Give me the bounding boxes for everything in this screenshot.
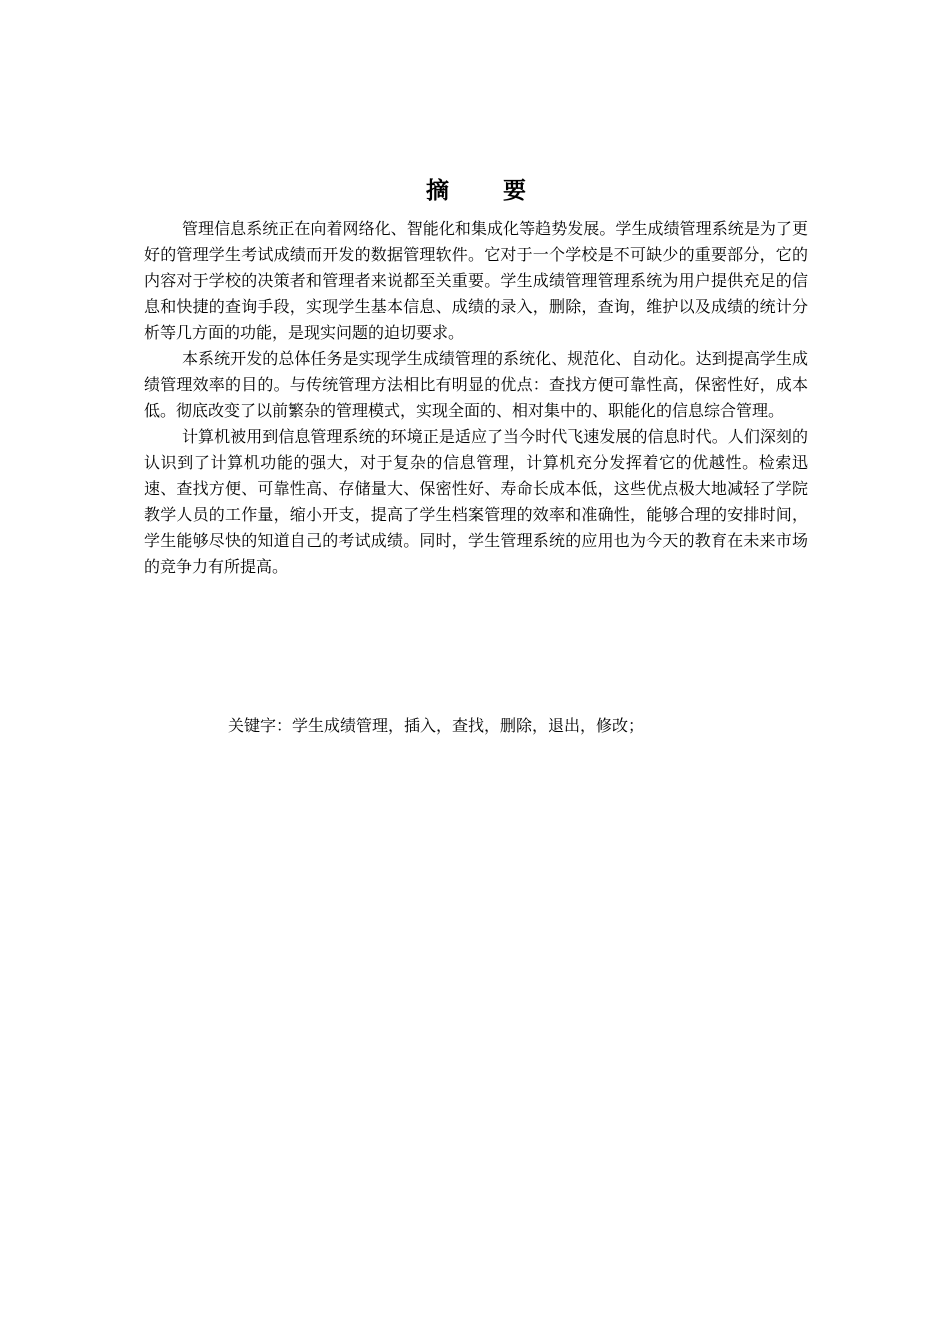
paragraph-2: 本系统开发的总体任务是实现学生成绩管理的系统化、规范化、自动化。达到提高学生成绩管理效率的目的。与传统管理方法相比有明显的优点：查找方便可靠性高，保密性好，成本低。彻底改变了以前繁杂的管理模式，实现全面的、相对集中的、职能化的信息综合管理。 xyxy=(144,349,808,420)
keywords-line: 关键字：学生成绩管理，插入，查找，删除，退出，修改； xyxy=(228,716,645,735)
abstract-section xyxy=(144,174,808,580)
paragraph-3: 计算机被用到信息管理系统的环境正是适应了当今时代飞速发展的信息时代。人们深刻的认识到了计算机功能的强大，对于复杂的信息管理，计算机充分发挥着它的优越性。检索迅速、查找方便、可靠性高、存储量大、保密性好、寿命长成本低，这些优点极大地减轻了学院教学人员的工作量，缩小开支，提高了学生档案管理的效率和准确性，能够合理的安排时间，学生能够尽快的知道自己的考试成绩。同时，学生管理系统的应用也为今天的教育在未来市场的竞争力有所提高。 xyxy=(144,427,808,576)
paragraph-1: 管理信息系统正在向着网络化、智能化和集成化等趋势发展。学生成绩管理系统是为了更好的管理学生考试成绩而开发的数据管理软件。它对于一个学校是不可缺少的重要部分，它的内容对于学校的决策者和管理者来说都至关重要。学生成绩管理管理系统为用户提供充足的信息和快捷的查询手段，实现学生基本信息、成绩的录入，删除，查询，维护以及成绩的统计分析等几方面的功能，是现实问题的迫切要求。 xyxy=(144,219,808,342)
abstract-title: 摘 要 xyxy=(425,177,549,204)
